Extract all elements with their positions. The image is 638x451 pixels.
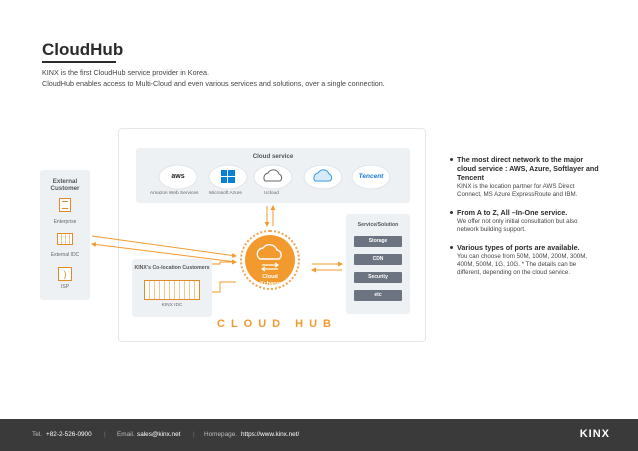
provider-label-ucloud: Ucloud — [264, 191, 279, 196]
intro-line-2: CloudHub enables access to Multi-Cloud and even various services and solutions, over a single connection. — [42, 78, 385, 88]
colocation-title: KINX's Co-location Customers — [134, 265, 210, 271]
colocation-panel — [132, 259, 212, 317]
service-solution-title: Service/Solution — [357, 222, 399, 228]
external-item-idc — [40, 232, 90, 258]
feature-item — [450, 243, 600, 278]
cloud-service-panel — [136, 148, 410, 203]
provider-aws — [158, 164, 198, 190]
external-item-isp — [40, 264, 90, 290]
hub-label-line1: Cloud — [262, 274, 278, 280]
provider-badge — [253, 164, 293, 190]
service-item-security: Security — [354, 272, 402, 283]
external-customer-panel — [40, 170, 90, 300]
provider-label-azure: Microsoft Azure — [209, 191, 243, 196]
intro-text — [42, 68, 385, 89]
feature-body: You can choose from 50M, 100M, 200M, 300M, 400M, 500M, 1G, 10G. * The details can be different, depending on the cloud service. — [457, 252, 588, 277]
feature-heading: From A to Z, All –In-One service. — [457, 207, 568, 217]
provider-cloud — [303, 164, 343, 190]
cloud-service-title: Cloud service — [252, 153, 294, 160]
page-title: CloudHub — [42, 40, 124, 59]
homepage-label: Homepage. — [204, 431, 238, 438]
external-item-label: Enterprise — [53, 219, 77, 225]
bullet-icon — [450, 211, 453, 214]
hub-label-line2: eXchange — [257, 280, 283, 287]
tel-label: Tel. — [32, 431, 42, 438]
feature-body: KINX is the location partner for AWS Direct Connect, MS Azure ExpressRoute and IBM. — [457, 183, 578, 199]
server-rack-icon — [57, 233, 73, 245]
service-item-etc: etc — [354, 290, 402, 301]
feature-item — [450, 208, 600, 235]
external-item-enterprise — [40, 198, 90, 225]
external-item-label: ISP — [60, 284, 70, 290]
provider-azure — [208, 164, 248, 190]
bullet-icon — [450, 246, 453, 249]
service-solution-panel — [346, 214, 410, 314]
feature-heading: The most direct network to the major cloud service : AWS, Azure, Softlayer and Tencent — [457, 155, 599, 182]
feature-body: We offer not only initial consultation but also network building support. — [457, 217, 578, 234]
footer-divider: | — [104, 431, 106, 438]
aws-logo: aws — [171, 173, 185, 180]
feature-item — [450, 155, 600, 200]
external-customer-title: External Customer — [50, 178, 80, 192]
colocation-label: KINX IDC — [161, 303, 183, 308]
hub-label — [245, 274, 295, 287]
cloud-hub-brand: CLOUD HUB — [217, 318, 337, 330]
feature-list — [450, 155, 600, 286]
wifi-icon: ) — [58, 267, 72, 281]
title-underline — [42, 61, 116, 63]
homepage-link[interactable]: https://www.kinx.net/ — [241, 431, 300, 438]
kinx-logo: KINX — [579, 428, 610, 440]
footer-divider: | — [193, 431, 195, 438]
provider-badge — [208, 164, 248, 190]
provider-label-aws: Amazon Web Services — [150, 191, 199, 196]
external-item-label: External IDC — [50, 252, 80, 258]
service-item-cdn: CDN — [354, 254, 402, 265]
idc-building-icon — [144, 280, 200, 300]
building-icon — [59, 198, 71, 212]
provider-ucloud — [253, 164, 293, 190]
email-link[interactable]: sales@kinx.net — [137, 431, 181, 438]
footer — [0, 419, 638, 451]
service-item-storage: Storage — [354, 236, 402, 247]
provider-badge — [303, 164, 343, 190]
intro-line-1: KINX is the first CloudHub service provider in Korea. — [42, 68, 209, 77]
email-label: Email. — [117, 431, 135, 438]
provider-tencent — [351, 164, 391, 190]
feature-heading: Various types of ports are available. — [457, 242, 580, 252]
bullet-icon — [450, 158, 453, 161]
tel-number: +82-2-526-0900 — [46, 431, 92, 438]
tencent-logo: Tencent — [358, 173, 384, 180]
